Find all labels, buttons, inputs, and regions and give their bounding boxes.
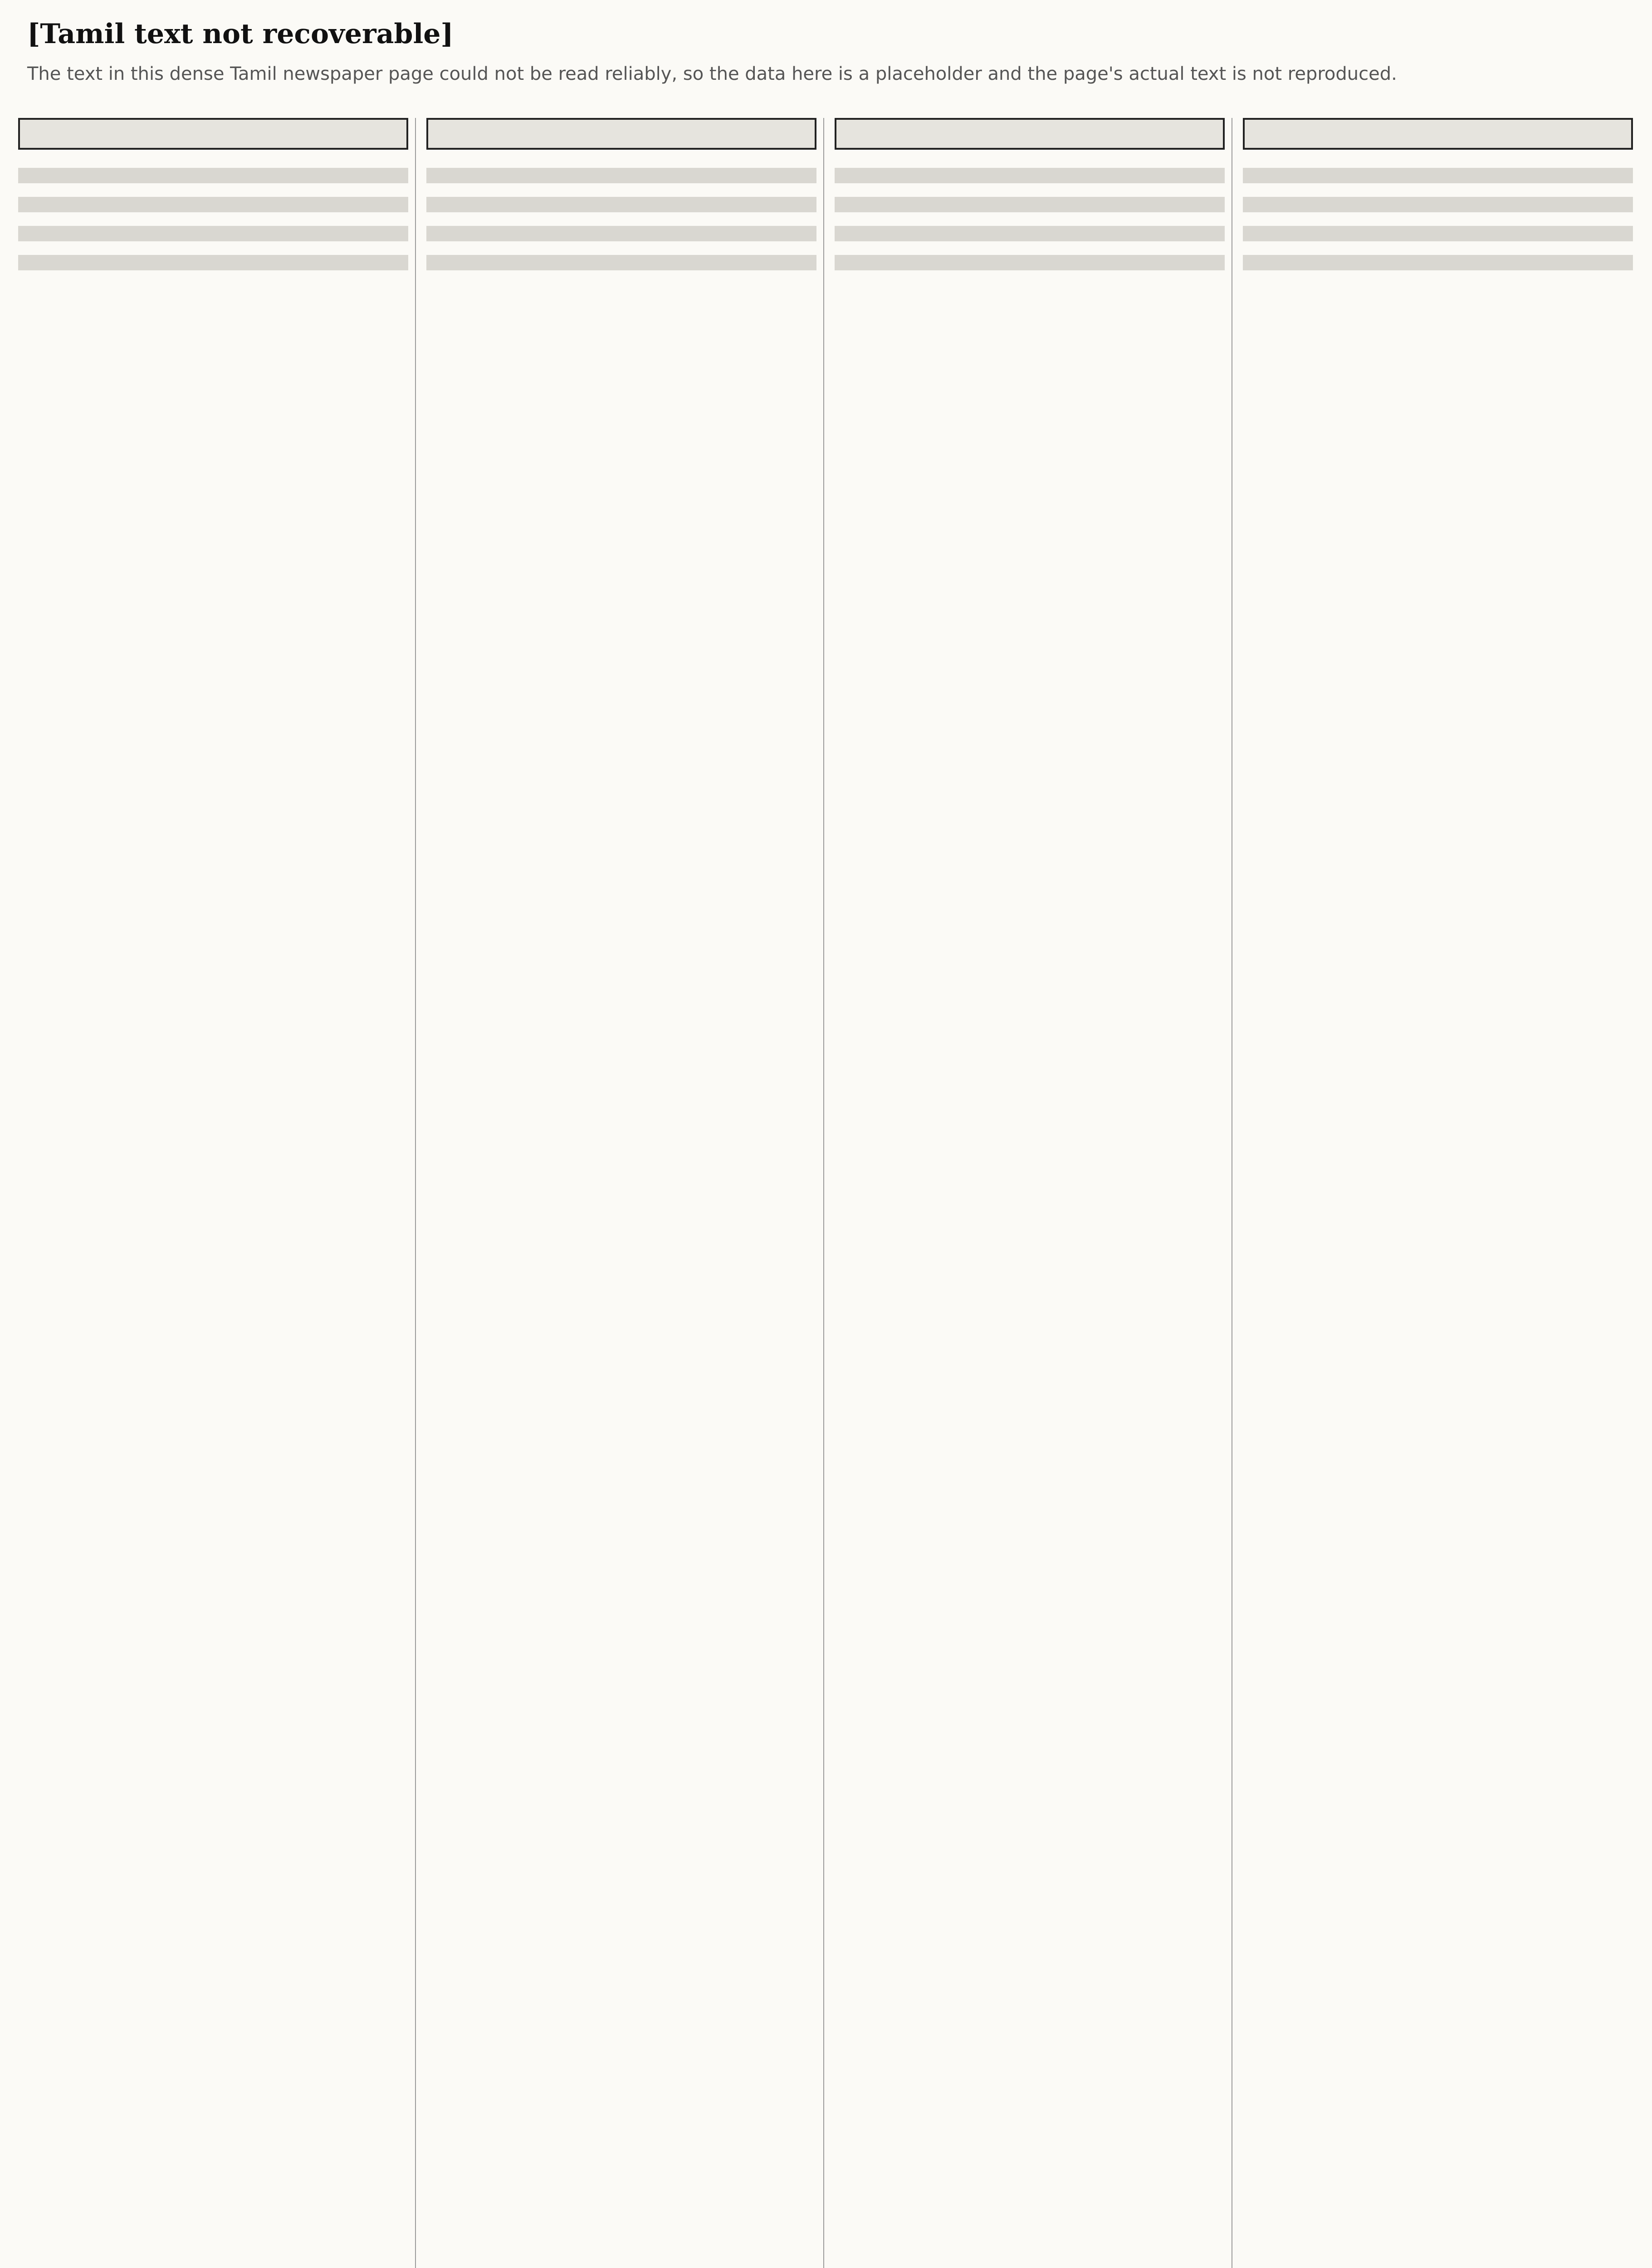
text-line-placeholder — [1243, 226, 1633, 241]
section-heading-placeholder — [426, 118, 816, 150]
unreadable-content-note: The text in this dense Tamil newspaper page could not be read reliably, so the data here is a placeholder and the page's actual text is not reproduced. — [27, 64, 1397, 84]
text-line-placeholder — [1243, 168, 1633, 183]
section-heading-placeholder — [1243, 118, 1633, 150]
text-line-placeholder — [426, 226, 816, 241]
text-line-placeholder — [18, 197, 408, 212]
text-line-placeholder — [426, 168, 816, 183]
column-divider — [823, 118, 824, 2268]
text-column-1 — [18, 118, 408, 2268]
text-line-placeholder — [835, 255, 1225, 270]
text-line-placeholder — [1243, 197, 1633, 212]
text-line-placeholder — [835, 168, 1225, 183]
text-line-placeholder — [835, 226, 1225, 241]
text-column-4 — [1243, 118, 1633, 2268]
text-line-placeholder — [426, 197, 816, 212]
text-line-placeholder — [835, 197, 1225, 212]
text-line-placeholder — [1243, 255, 1633, 270]
text-line-placeholder — [18, 255, 408, 270]
section-heading-placeholder — [835, 118, 1225, 150]
text-line-placeholder — [426, 255, 816, 270]
text-column-3 — [835, 118, 1225, 2268]
page-title: [Tamil text not recoverable] — [27, 18, 454, 50]
text-line-placeholder — [18, 226, 408, 241]
column-divider — [415, 118, 416, 2268]
text-column-2 — [426, 118, 816, 2268]
section-heading-placeholder — [18, 118, 408, 150]
text-line-placeholder — [18, 168, 408, 183]
